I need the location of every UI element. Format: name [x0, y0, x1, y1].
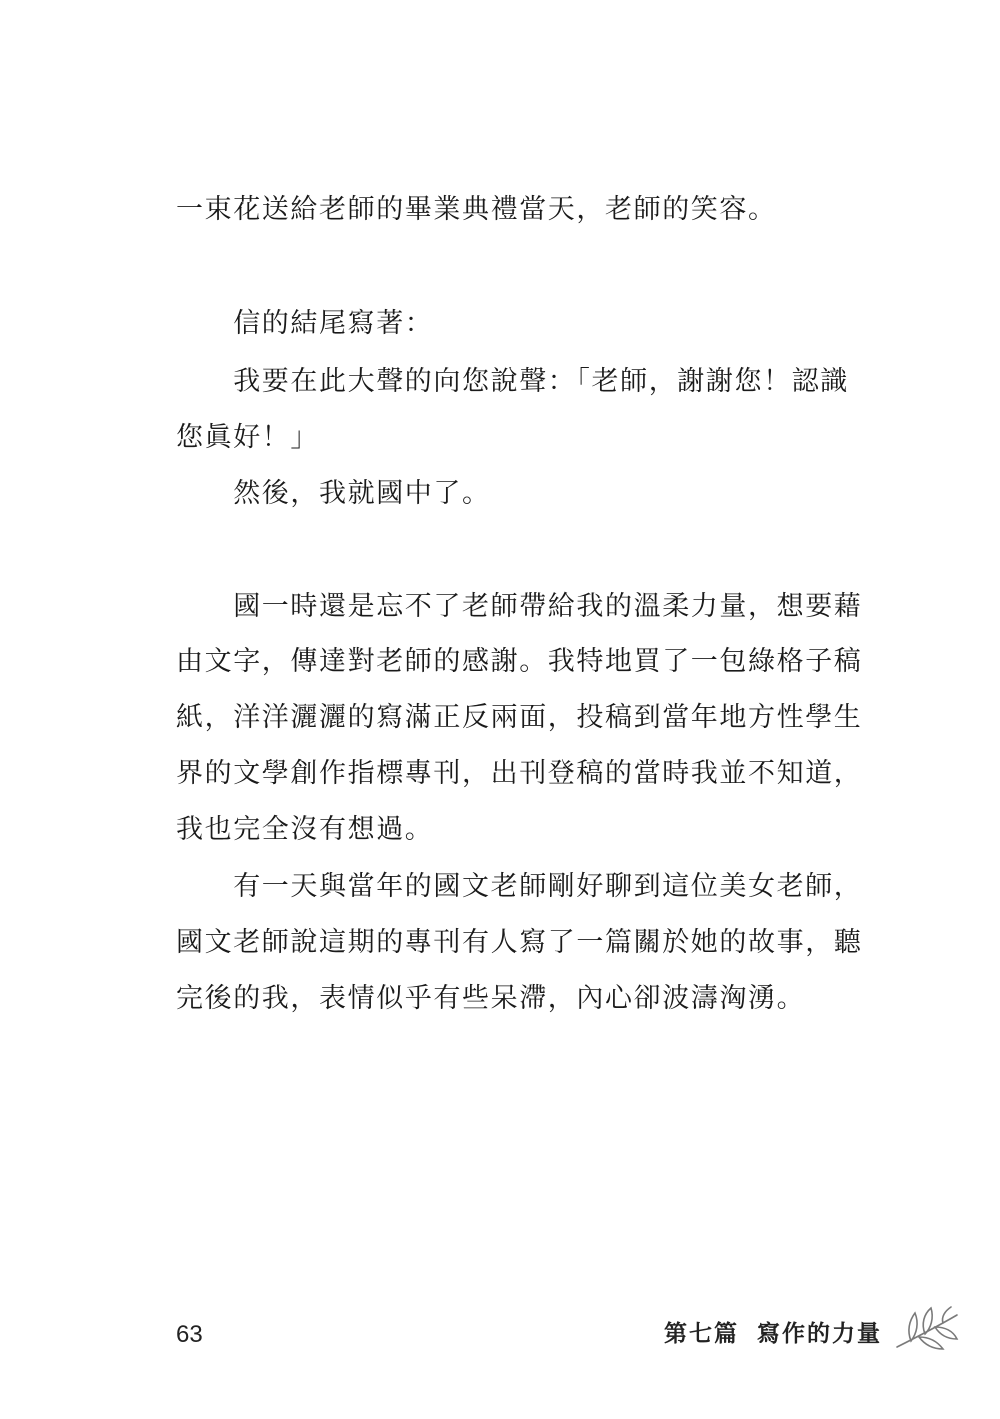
body-line: 然後，我就國中了。: [176, 478, 491, 509]
body-line: 由文字，傳達對老師的感謝。我特地買了一包綠格子稿: [176, 646, 863, 677]
chapter-title: 寫作的力量: [757, 1320, 882, 1347]
body-line: 完後的我，表情似乎有些呆滯，內心卻波濤洶湧。: [176, 983, 806, 1014]
chapter-label: 第七篇: [664, 1320, 739, 1347]
chapter-heading: [664, 1319, 882, 1349]
body-line: 紙，洋洋灑灑的寫滿正反兩面，投稿到當年地方性學生: [176, 702, 863, 733]
body-line: 信的結尾寫著：: [176, 308, 434, 339]
page-number: 63: [176, 1321, 203, 1348]
body-line: 有一天與當年的國文老師剛好聊到這位美女老師，: [176, 871, 863, 902]
leaf-branch-icon: [895, 1305, 959, 1353]
body-line: 我要在此大聲的向您說聲：「老師，謝謝您！認識: [176, 366, 849, 397]
body-line: 您眞好！」: [176, 422, 319, 453]
body-line: 國文老師說這期的專刊有人寫了一篇關於她的故事，聽: [176, 927, 863, 958]
body-line: 一束花送給老師的畢業典禮當天，老師的笑容。: [176, 194, 777, 225]
body-line: 國一時還是忘不了老師帶給我的溫柔力量，想要藉: [176, 591, 863, 622]
body-line: 界的文學創作指標專刊，出刊登稿的當時我並不知道，: [176, 758, 863, 789]
body-line: 我也完全沒有想過。: [176, 814, 434, 845]
